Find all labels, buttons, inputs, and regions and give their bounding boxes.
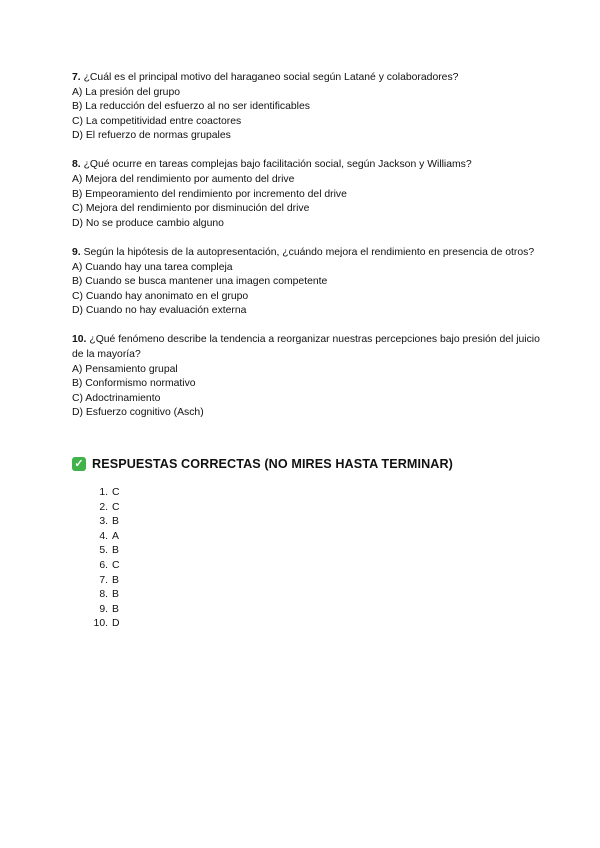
question-number: 9. [72, 246, 81, 258]
list-item [88, 574, 540, 589]
answer-value: C [112, 559, 120, 571]
question-number: 8. [72, 159, 81, 171]
option: C) Adoctrinamiento [72, 392, 161, 404]
answer-value: D [112, 618, 120, 630]
option: D) Esfuerzo cognitivo (Asch) [72, 407, 204, 419]
answer-value: B [112, 516, 119, 528]
answers-heading [72, 457, 540, 471]
list-item [88, 617, 540, 632]
question-9 [72, 246, 540, 319]
answer-number: 9. [99, 603, 108, 615]
answer-number: 5. [99, 545, 108, 557]
question-number: 10. [72, 334, 87, 346]
answer-value: C [112, 486, 120, 498]
answer-number: 4. [99, 530, 108, 542]
answer-number: 6. [99, 559, 108, 571]
option: D) El refuerzo de normas grupales [72, 130, 231, 142]
option: A) Mejora del rendimiento por aumento del drive [72, 174, 295, 186]
answer-number: 1. [99, 486, 108, 498]
list-item [88, 486, 540, 501]
question-stem: ¿Qué ocurre en tareas complejas bajo facilitación social, según Jackson y Williams? [83, 159, 472, 171]
option: B) Empeoramiento del rendimiento por incremento del drive [72, 188, 347, 200]
option: A) Cuando hay una tarea compleja [72, 261, 233, 273]
option: D) No se produce cambio alguno [72, 217, 224, 229]
answer-value: B [112, 545, 119, 557]
question-10 [72, 333, 540, 421]
answer-number: 3. [99, 516, 108, 528]
answer-value: B [112, 589, 119, 601]
list-item [88, 588, 540, 603]
question-stem: ¿Qué fenómeno describe la tendencia a reorganizar nuestras percepciones bajo presión del juicio de la mayoría? [72, 334, 540, 360]
answer-number: 7. [99, 574, 108, 586]
answer-number: 8. [99, 589, 108, 601]
option: A) Pensamiento grupal [72, 363, 178, 375]
answers-heading-text: RESPUESTAS CORRECTAS (NO MIRES HASTA TERMINAR) [92, 456, 453, 471]
answer-value: B [112, 603, 119, 615]
answer-list [72, 486, 540, 632]
question-text [72, 71, 540, 86]
list-item [88, 515, 540, 530]
question-stem: ¿Cuál es el principal motivo del haraganeo social según Latané y colaboradores? [83, 72, 459, 83]
question-7 [72, 71, 540, 144]
question-text [72, 246, 540, 261]
option: B) Cuando se busca mantener una imagen competente [72, 276, 328, 288]
list-item [88, 530, 540, 545]
question-8 [72, 158, 540, 231]
question-text [72, 333, 540, 362]
question-stem: Según la hipótesis de la autopresentación, ¿cuándo mejora el rendimiento en presencia de otros? [83, 246, 535, 258]
option: B) La reducción del esfuerzo al no ser identificables [72, 101, 310, 113]
option: C) Cuando hay anonimato en el grupo [72, 290, 249, 302]
list-item [88, 544, 540, 559]
answer-value: A [112, 530, 119, 542]
answer-number: 10. [93, 618, 108, 630]
question-number: 7. [72, 72, 81, 83]
answer-value: C [112, 501, 120, 513]
option: C) La competitividad entre coactores [72, 115, 242, 127]
option: D) Cuando no hay evaluación externa [72, 305, 247, 317]
option: B) Conformismo normativo [72, 378, 196, 390]
list-item [88, 603, 540, 618]
option: C) Mejora del rendimiento por disminución del drive [72, 203, 310, 215]
list-item [88, 501, 540, 516]
list-item [88, 559, 540, 574]
option: A) La presión del grupo [72, 86, 181, 98]
question-text [72, 158, 540, 173]
check-icon: ✓ [72, 457, 86, 471]
answer-number: 2. [99, 501, 108, 513]
answer-value: B [112, 574, 119, 586]
